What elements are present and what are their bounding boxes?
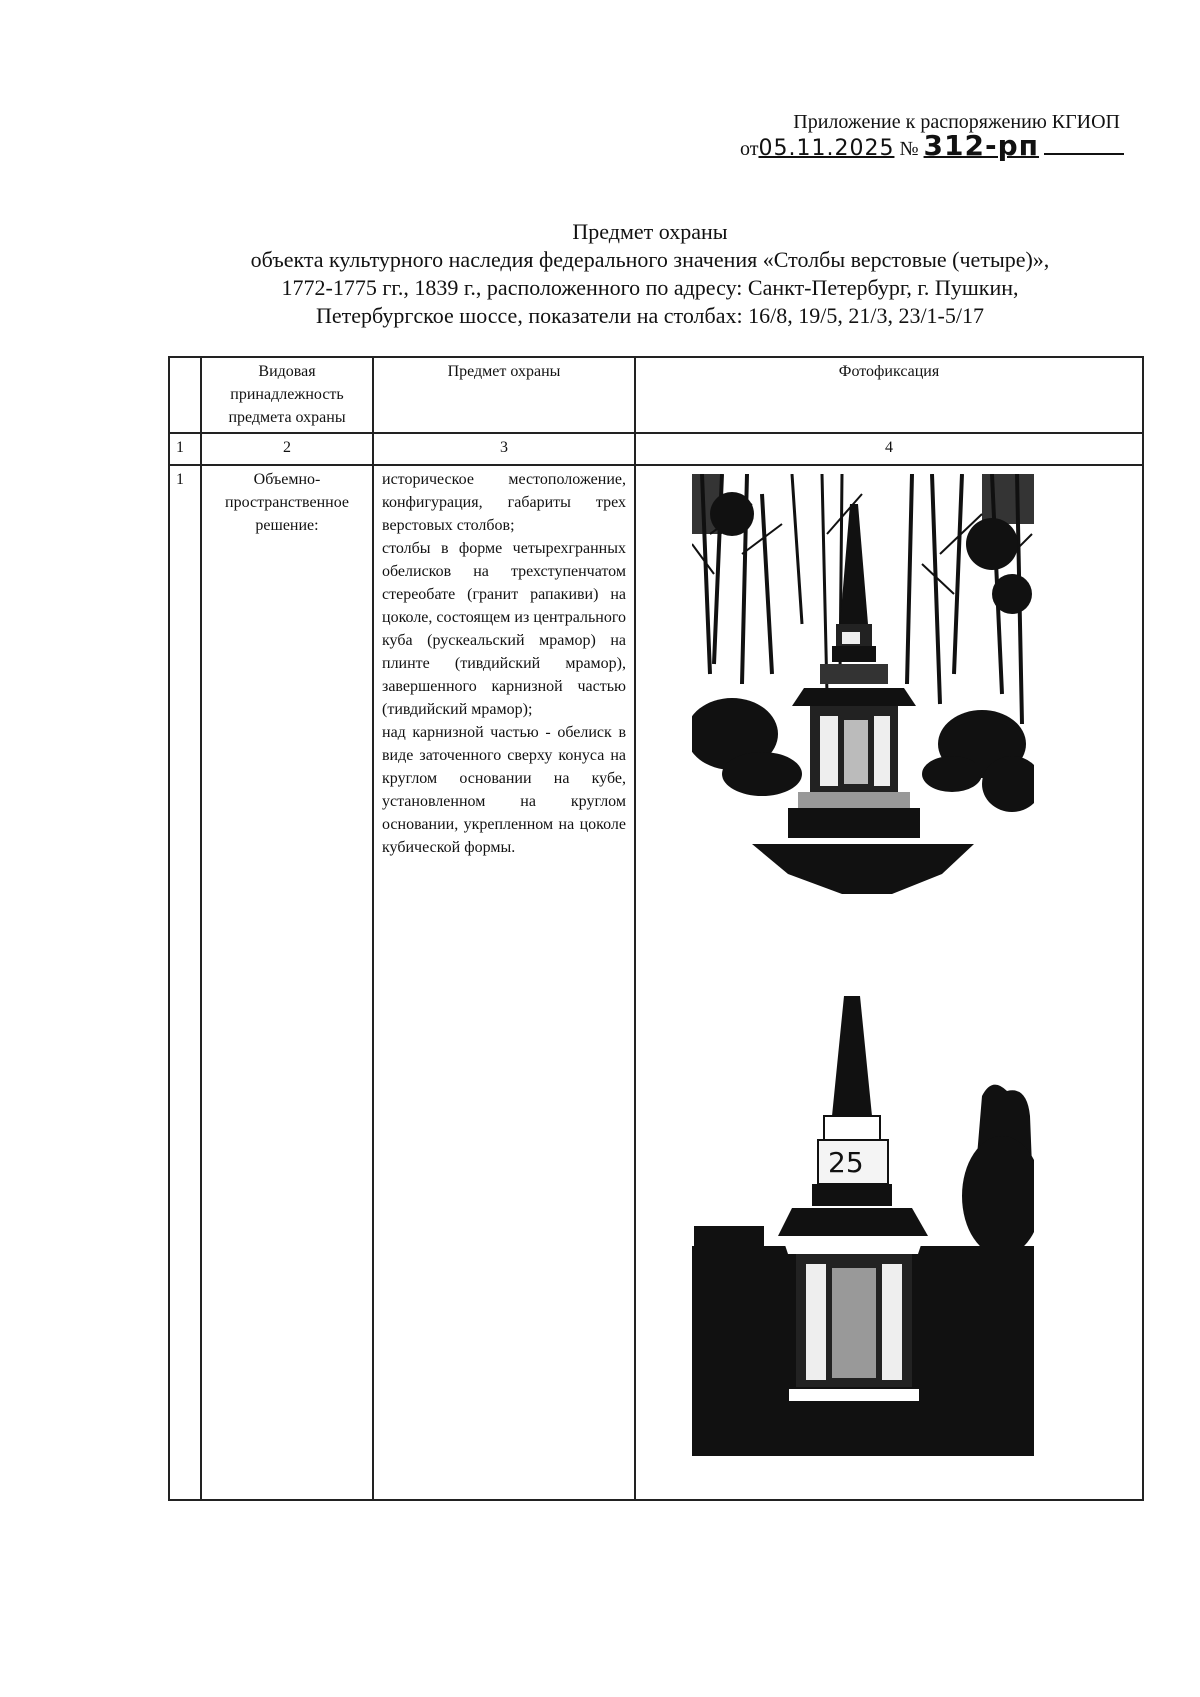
handwritten-number: 312-рп: [923, 129, 1040, 162]
title-line-1: Предмет охраны: [572, 219, 728, 244]
header-cell-kind: Видовая принадлежность предмета охраны: [201, 357, 373, 433]
column-number-row: [169, 433, 1143, 465]
obelisk-photo-numbered: [692, 996, 1034, 1476]
obelisk-number-label: 25: [828, 1146, 864, 1179]
column-number: 3: [373, 433, 635, 465]
row-subject: историческое местоположение, конфигурация, габариты трех верстовых столбов; столбы в форме четырехгранных обелисков на трехступенчатом стереобате (гранит рапакиви) на цоколе, состоящем из центрального куба (рускеальский мрамор) на плинте (тивдийский мрамор), завершенного карнизной частью (тивдийский мрамор); над карнизной частью - обелиск в виде заточенного сверху конуса на круглом основании на кубе, установленном на круглом основании, укрепленном на цоколе кубической формы.: [373, 465, 635, 1500]
obelisk-winter-image: [692, 474, 1034, 914]
title-line-4: Петербургское шоссе, показатели на столбах: 16/8, 19/5, 21/3, 23/1-5/17: [315, 303, 984, 328]
annex-date-number: [740, 129, 1120, 162]
header-cell-1: [169, 357, 201, 433]
column-number: 1: [169, 433, 201, 465]
column-number: 4: [635, 433, 1143, 465]
title-line-3: 1772-1775 гг., 1839 г., расположенного по адресу: Санкт-Петербург, г. Пушкин,: [281, 275, 1019, 300]
annex-header: [740, 110, 1120, 161]
row-kind: Объемно-пространственное решение:: [201, 465, 373, 1500]
underline: [1044, 151, 1124, 155]
table-row: [169, 465, 1143, 1500]
row-photos: [635, 465, 1143, 1500]
protection-table: [168, 356, 1144, 1501]
handwritten-date: 05.11.2025: [758, 136, 895, 161]
number-sign: №: [899, 138, 919, 160]
obelisk-numbered-image: [692, 996, 1034, 1476]
title-line-2: объекта культурного наследия федерального значения «Столбы верстовые (четыре)»,: [250, 247, 1050, 272]
table-header-row: [169, 357, 1143, 433]
obelisk-photo-winter: [692, 474, 1034, 914]
from-prefix: от: [740, 138, 759, 160]
annex-line: Приложение к распоряжению КГИОП: [793, 111, 1120, 133]
header-cell-subject: Предмет охраны: [373, 357, 635, 433]
row-number: 1: [169, 465, 201, 1500]
header-cell-photos: Фотофиксация: [635, 357, 1143, 433]
column-number: 2: [201, 433, 373, 465]
photo-column: [636, 466, 1142, 1499]
document-title: [150, 218, 1150, 330]
